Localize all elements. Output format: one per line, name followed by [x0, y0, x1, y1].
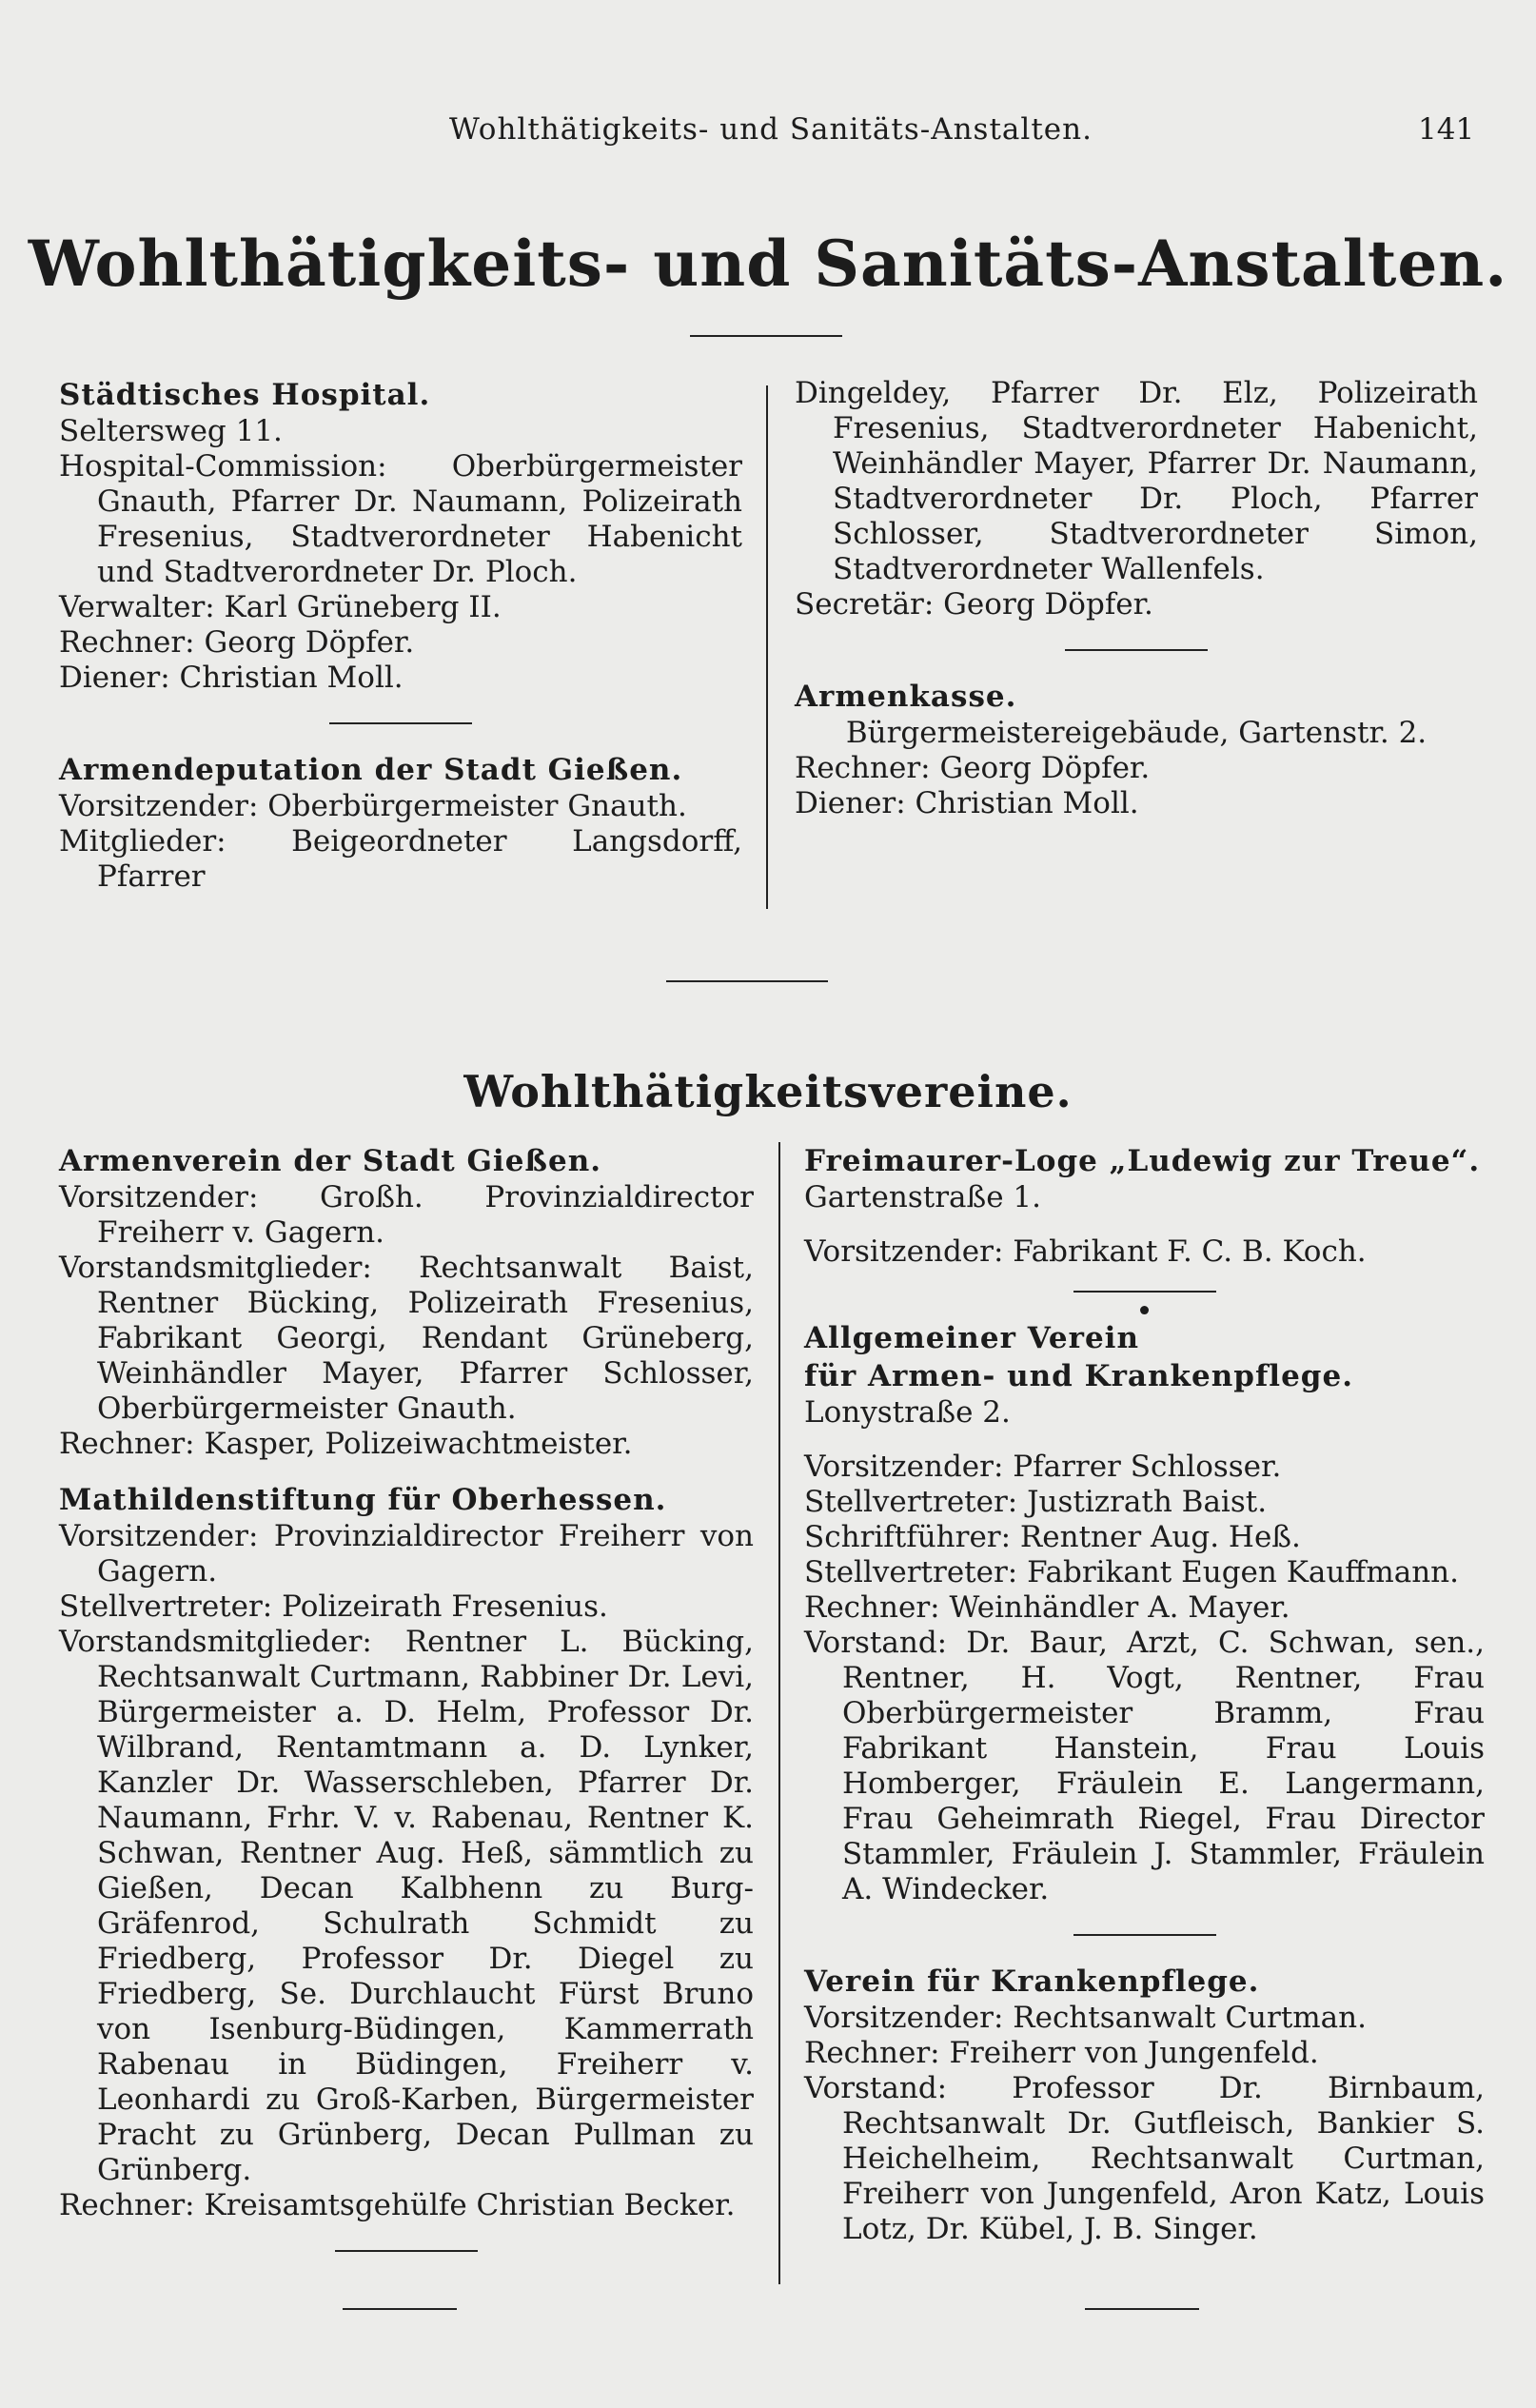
allgemeiner-verein-rechner: Rechner: Weinhändler A. Mayer.: [804, 1590, 1290, 1625]
allgemeiner-verein-title-2: für Armen- und Krankenpflege.: [804, 1359, 1353, 1393]
armenverein-vorstand: Vorstandsmitglieder: Rechtsanwalt Baist, Rentner Bücking, Polizeirath Fresenius, Fabrikant Georgi, Rendant Grüneberg, Weinhändler Mayer, Pfarrer Schlosser, Oberbürgermeister Gnauth.: [59, 1251, 754, 1426]
allgemeiner-verein-vorstand: Vorstand: Dr. Baur, Arzt, C. Schwan, sen., Rentner, H. Vogt, Rentner, Frau Oberbürgermeister Bramm, Frau Fabrikant Hanstein, Frau Louis Homberger, Fräulein E. Langermann, Frau Geheimrath Riegel, Frau Director Stammler, Fräulein J. Stammler, Fräulein A. Windecker.: [804, 1626, 1485, 1906]
title-rule: [690, 335, 842, 337]
mathildenstiftung-stellvertreter: Stellvertreter: Polizeirath Fresenius.: [59, 1589, 608, 1624]
freimaurer-vorsitzender: Vorsitzender: Fabrikant F. C. B. Koch.: [804, 1234, 1367, 1269]
armendeputation-mitglieder-start: Mitglieder: Beigeordneter Langsdorff, Pfarrer: [59, 824, 742, 894]
upper-left-column: [59, 376, 742, 895]
divider-dot: •: [1135, 1294, 1153, 1329]
armendeputation-secretaer: Secretär: Georg Döpfer.: [795, 587, 1153, 622]
armenverein-vorsitzender: Vorsitzender: Großh. Provinzialdirector Freiherr v. Gagern.: [59, 1180, 754, 1250]
mathildenstiftung-vorstand: Vorstandsmitglieder: Rentner L. Bücking, Rechtsanwalt Curtmann, Rabbiner Dr. Levi, Bürgermeister a. D. Helm, Professor Dr. Wilbrand, Rentamtmann a. D. Lynker, Kanzler Dr. Wasserschleben, Pfarrer Dr. Naumann, Frhr. V. v. Rabenau, Rentner K. Schwan, Rentner Aug. Heß, sämmtlich zu Gießen, Decan Kalbhenn zu Burg-Gräfenrod, Schulrath Schmidt zu Friedberg, Professor Dr. Diegel zu Friedberg, Se. Durchlaucht Fürst Bruno von Isenburg-Büdingen, Kammerrath Rabenau in Büdingen, Freiherr v. Leonhardi zu Groß-Karben, Bürgermeister Pracht zu Grünberg, Decan Pullman zu Grünberg.: [59, 1625, 754, 2187]
armenkasse-title: Armenkasse.: [795, 680, 1017, 714]
allgemeiner-verein-schriftfuehrer: Schriftführer: Rentner Aug. Heß.: [804, 1520, 1301, 1554]
spacer: [804, 1215, 1485, 1234]
running-header: Wohlthätigkeits- und Sanitäts-Anstalten.: [449, 112, 1093, 147]
main-title: Wohlthätigkeits- und Sanitäts-Anstalten.: [28, 227, 1508, 301]
allgemeiner-verein-address: Lonystraße 2.: [804, 1395, 1011, 1430]
bottom-rule-left: [343, 2308, 457, 2310]
krankenpflege-title: Verein für Krankenpflege.: [804, 1964, 1260, 1999]
upper-right-column: [795, 376, 1478, 821]
divider-rule: [1065, 649, 1208, 651]
divider-rule: [1073, 1291, 1216, 1293]
allgemeiner-verein-title-1: Allgemeiner Verein: [804, 1321, 1139, 1355]
lower-right-column: [804, 1142, 1485, 2247]
armendeputation-title: Armendeputation der Stadt Gießen.: [59, 753, 683, 787]
krankenpflege-vorstand: Vorstand: Professor Dr. Birnbaum, Rechtsanwalt Dr. Gutfleisch, Bankier S. Heichelheim, Rechtsanwalt Curtman, Freiherr von Jungenfeld, Aron Katz, Louis Lotz, Dr. Kübel, J. B. Singer.: [804, 2071, 1485, 2246]
armendeputation-vorsitzender: Vorsitzender: Oberbürgermeister Gnauth.: [59, 789, 687, 823]
freimaurer-title: Freimaurer-Loge „Ludewig zur Treue“.: [804, 1144, 1481, 1178]
allgemeiner-verein-stellvertreter: Stellvertreter: Justizrath Baist.: [804, 1485, 1268, 1519]
section-rule: [666, 980, 828, 982]
hospital-commission: Hospital-Commission: Oberbürgermeister Gnauth, Pfarrer Dr. Naumann, Polizeirath Fresenius, Stadtverordneter Habenicht und Stadtverordneter Dr. Ploch.: [59, 449, 742, 589]
armenkasse-address: Bürgermeistereigebäude, Gartenstr. 2.: [845, 716, 1428, 750]
hospital-verwalter: Verwalter: Karl Grüneberg II.: [59, 590, 502, 624]
armendeputation-mitglieder-cont: Dingeldey, Pfarrer Dr. Elz, Polizeirath Fresenius, Stadtverordneter Habenicht, Weinhändler Mayer, Pfarrer Dr. Naumann, Stadtverordneter Dr. Ploch, Pfarrer Schlosser, Stadtverordneter Simon, Stadtverordneter Wallenfels.: [795, 376, 1478, 586]
page-number: 141: [1418, 112, 1475, 147]
lower-left-column: [59, 1142, 754, 2279]
allgemeiner-verein-stellvertreter-2: Stellvertreter: Fabrikant Eugen Kauffmann.: [804, 1555, 1459, 1589]
armenverein-rechner: Rechner: Kasper, Polizeiwachtmeister.: [59, 1427, 633, 1461]
mathildenstiftung-title: Mathildenstiftung für Oberhessen.: [59, 1483, 667, 1517]
spacer: [59, 1462, 754, 1481]
freimaurer-address: Gartenstraße 1.: [804, 1180, 1041, 1214]
krankenpflege-rechner: Rechner: Freiherr von Jungenfeld.: [804, 2036, 1319, 2070]
mathildenstiftung-rechner: Rechner: Kreisamtsgehülfe Christian Becker.: [59, 2188, 736, 2222]
hospital-title: Städtisches Hospital.: [59, 378, 431, 412]
mathildenstiftung-vorsitzender: Vorsitzender: Provinzialdirector Freiherr von Gagern.: [59, 1519, 754, 1589]
hospital-address: Seltersweg 11.: [59, 414, 283, 448]
armenverein-title: Armenverein der Stadt Gießen.: [59, 1144, 602, 1178]
divider-rule: [329, 722, 472, 724]
divider-rule: [335, 2250, 478, 2252]
armenkasse-rechner: Rechner: Georg Döpfer.: [795, 751, 1151, 785]
krankenpflege-vorsitzender: Vorsitzender: Rechtsanwalt Curtman.: [804, 2001, 1367, 2035]
armenkasse-diener: Diener: Christian Moll.: [795, 786, 1139, 820]
hospital-diener: Diener: Christian Moll.: [59, 661, 404, 695]
hospital-rechner: Rechner: Georg Döpfer.: [59, 625, 415, 660]
section-title: Wohlthätigkeitsvereine.: [463, 1066, 1073, 1117]
spacer: [804, 1431, 1485, 1450]
allgemeiner-verein-vorsitzender: Vorsitzender: Pfarrer Schlosser.: [804, 1450, 1282, 1484]
divider-rule: [1073, 1934, 1216, 1936]
lower-column-divider: [778, 1142, 780, 2284]
bottom-rule-right: [1085, 2308, 1199, 2310]
upper-column-divider: [766, 385, 768, 909]
